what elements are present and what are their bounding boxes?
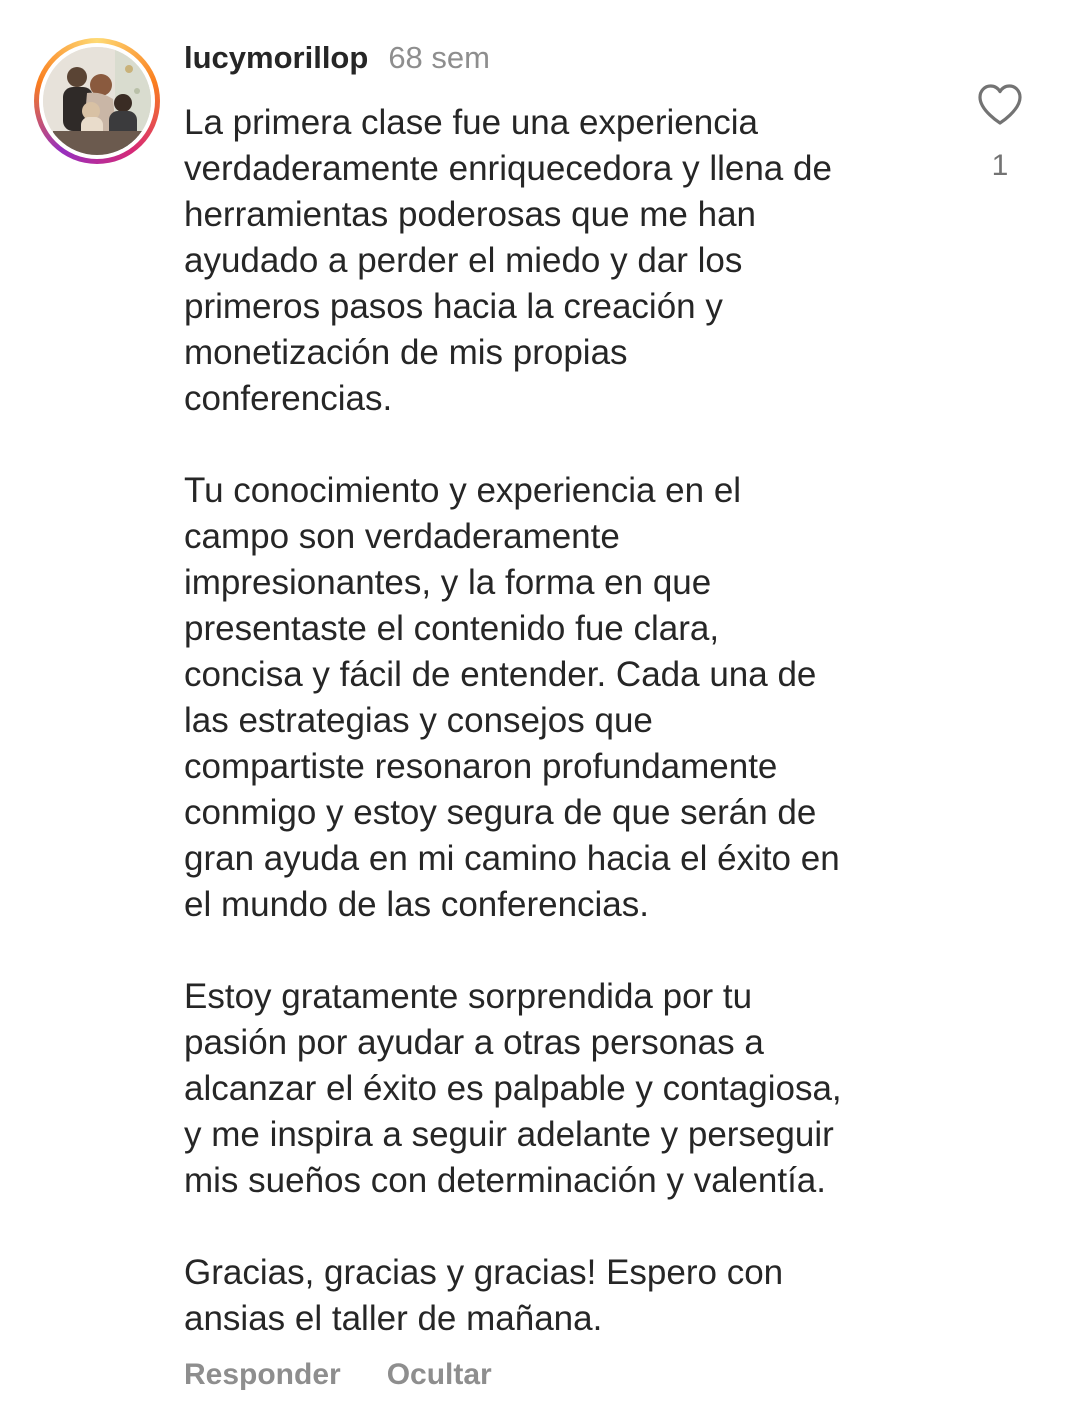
- comment-paragraph: La primera clase fue una experiencia verdaderamente enriquecedora y llena de herramientas poderosas que me han ayudado a perder el miedo y dar los primeros pasos hacia la creación y monetización de mis propias conferencias.: [184, 103, 832, 418]
- avatar-photo: [43, 47, 151, 155]
- reply-button[interactable]: Responder: [184, 1358, 341, 1391]
- username-link[interactable]: lucymorillop: [184, 40, 369, 75]
- story-ring[interactable]: [34, 38, 160, 164]
- comment-paragraph: Estoy gratamente sorprendida por tu pasión por ayudar a otras personas a alcanzar el éxito es palpable y contagiosa, y me inspira a seguir adelante y perseguir mis sueños con determinación y valentía.: [184, 977, 842, 1200]
- comment-timestamp: 68 sem: [388, 40, 490, 75]
- comment-text: [184, 100, 944, 1342]
- comment-paragraph: Tu conocimiento y experiencia en el campo son verdaderamente impresionantes, y la forma en que presentaste el contenido fue clara, concisa y fácil de entender. Cada una de las estrategias y consejos que compartiste resonaron profundamente conmigo y estoy segura de que serán de gran ayuda en mi camino hacia el éxito en el mundo de las conferencias.: [184, 471, 840, 924]
- comment-paragraph: Gracias, gracias y gracias! Espero con ansias el taller de mañana.: [184, 1253, 784, 1338]
- heart-outline-icon[interactable]: [976, 82, 1024, 131]
- like-section: [970, 82, 1030, 183]
- avatar[interactable]: [43, 47, 151, 155]
- comment-header: [184, 40, 490, 86]
- comment-actions: [184, 1358, 492, 1392]
- hide-button[interactable]: Ocultar: [386, 1358, 492, 1391]
- like-count: 1: [991, 149, 1009, 182]
